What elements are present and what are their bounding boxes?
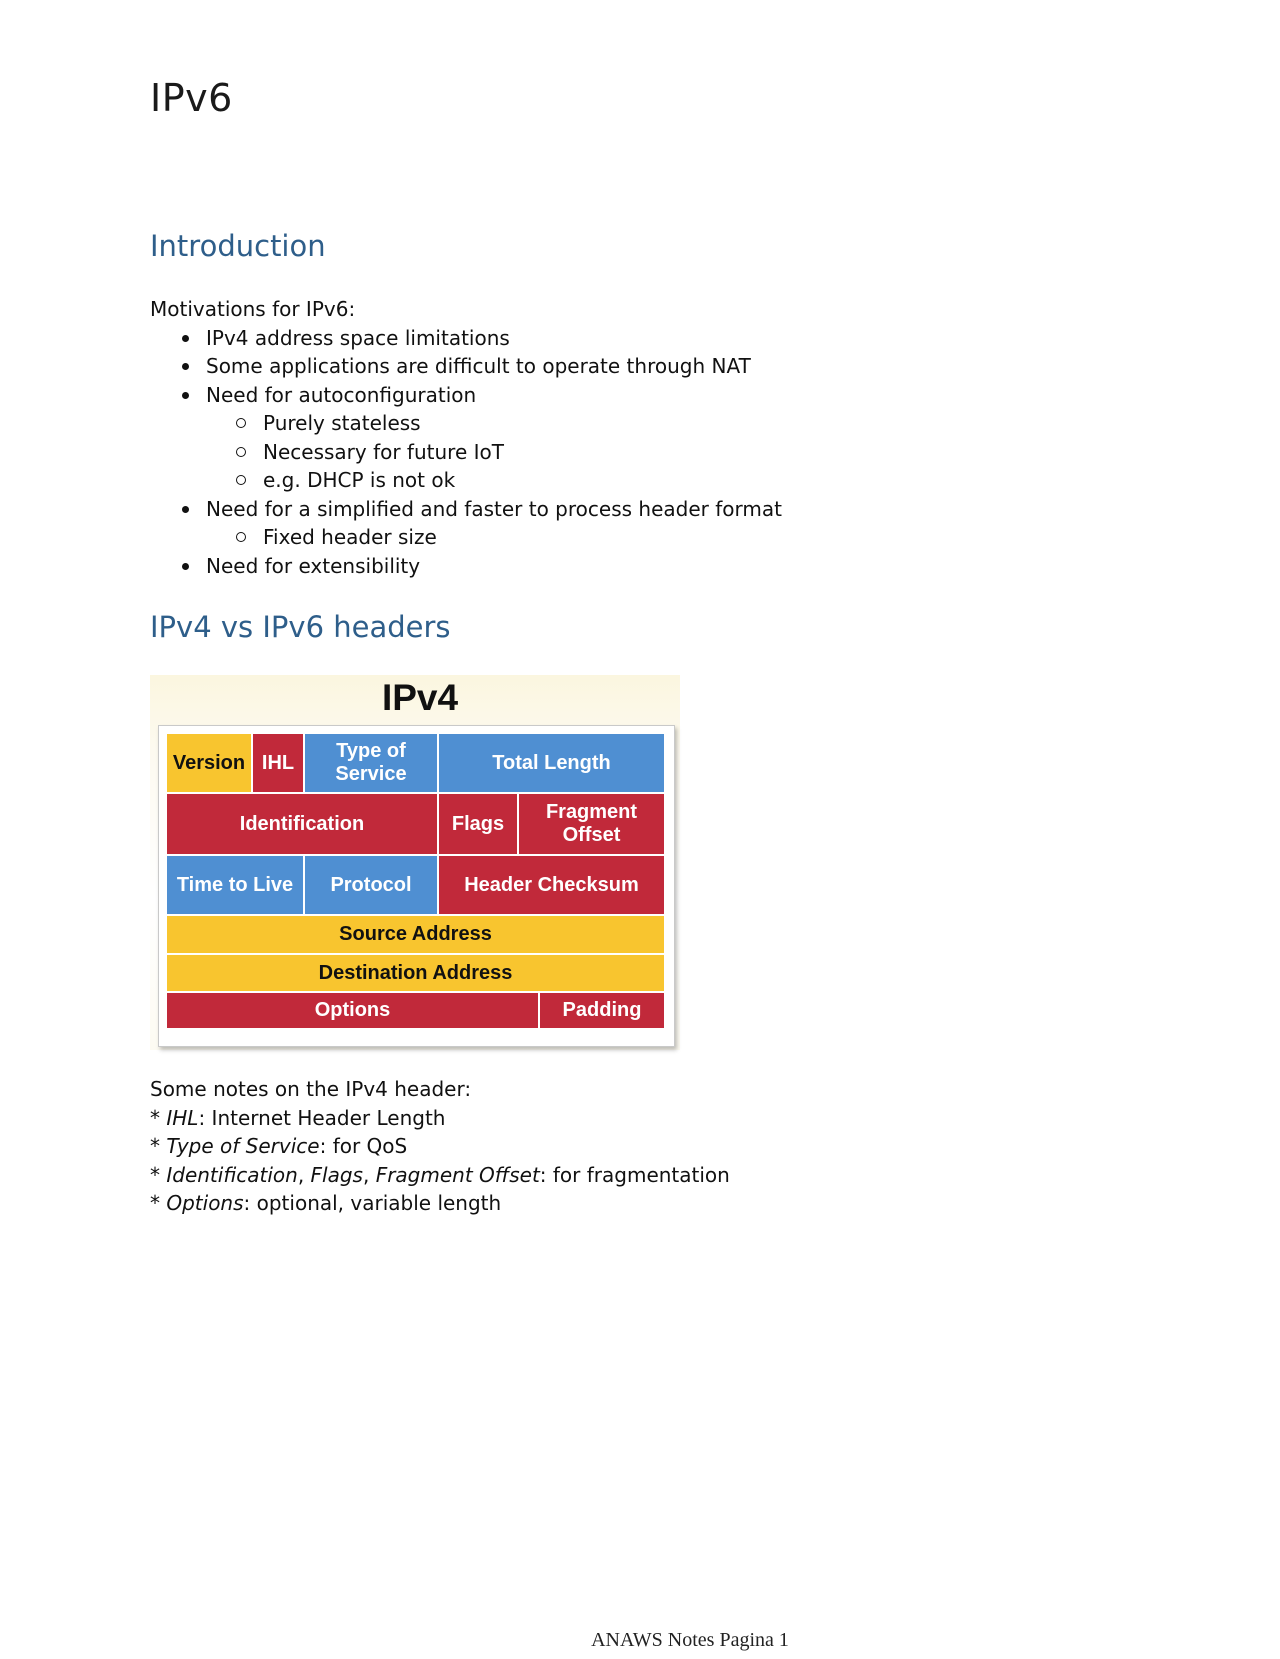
list-item-text: Some applications are difficult to operate through NAT [206,354,751,378]
motivations-lead: Motivations for IPv6: [150,297,356,321]
note-term: Type of Service [166,1134,320,1158]
field-source-address: Source Address [167,916,666,955]
list-item [206,495,1050,552]
sub-list-item: Fixed header size [263,523,1050,552]
note-desc: : Internet Header Length [198,1105,446,1130]
ipv4-notes [150,1075,730,1218]
note-prefix: * [150,1162,167,1187]
sub-list-item: Necessary for future IoT [263,438,1050,467]
notes-intro: Some notes on the IPv4 header: [150,1077,472,1101]
sub-list-item: e.g. DHCP is not ok [263,466,1050,495]
field-protocol: Protocol [305,856,439,916]
field-flags: Flags [439,794,519,856]
list-item-text: Need for extensibility [206,553,421,578]
field-version: Version [167,734,253,794]
note-term: Fragment Offset [375,1162,540,1187]
field-options: Options [167,993,540,1030]
motivations-list [150,324,1050,581]
ipv4-header-table [158,725,675,1047]
note-line [150,1161,730,1190]
note-term: IHL [166,1105,199,1130]
note-term: Flags [310,1162,363,1187]
list-item [206,324,1050,353]
list-item-text: Need for a simplified and faster to process header format [206,496,782,521]
list-item-text: Need for autoconfiguration [206,382,477,407]
field-identification: Identification [167,794,439,856]
note-line [150,1104,730,1133]
note-line [150,1189,730,1218]
page-footer: ANAWS Notes Pagina 1 [591,1629,789,1651]
note-line [150,1132,730,1161]
note-prefix: * [150,1191,167,1215]
motivations-block [150,295,1050,580]
list-item [206,381,1050,495]
note-prefix: * [150,1134,167,1158]
note-sep: , [362,1162,376,1187]
sub-list-item: Purely stateless [263,409,1050,438]
field-total-length: Total Length [439,734,666,794]
note-prefix: * [150,1105,167,1130]
field-ihl: IHL [253,734,305,794]
note-desc: : optional, variable length [243,1191,502,1215]
note-term: Identification [166,1162,298,1187]
figure-title: IPv4 [381,677,459,718]
list-item-text: IPv4 address space limitations [206,325,510,350]
note-sep: , [297,1162,311,1187]
list-item [206,552,1050,581]
list-item [206,352,1050,381]
field-padding: Padding [540,993,666,1030]
document-title: IPv6 [150,76,233,120]
field-header-checksum: Header Checksum [439,856,666,916]
note-desc: : for fragmentation [539,1162,730,1187]
sub-list [206,409,1050,495]
note-desc: : for QoS [319,1134,408,1158]
field-fragment-offset: Fragment Offset [519,794,666,856]
field-time-to-live: Time to Live [167,856,305,916]
field-type-of-service: Type of Service [305,734,439,794]
section-heading-introduction: Introduction [150,229,326,263]
field-destination-address: Destination Address [167,955,666,993]
note-term: Options [166,1191,244,1215]
ipv4-header-figure [150,675,680,1050]
section-heading-headers: IPv4 vs IPv6 headers [150,610,451,644]
sub-list [206,523,1050,552]
